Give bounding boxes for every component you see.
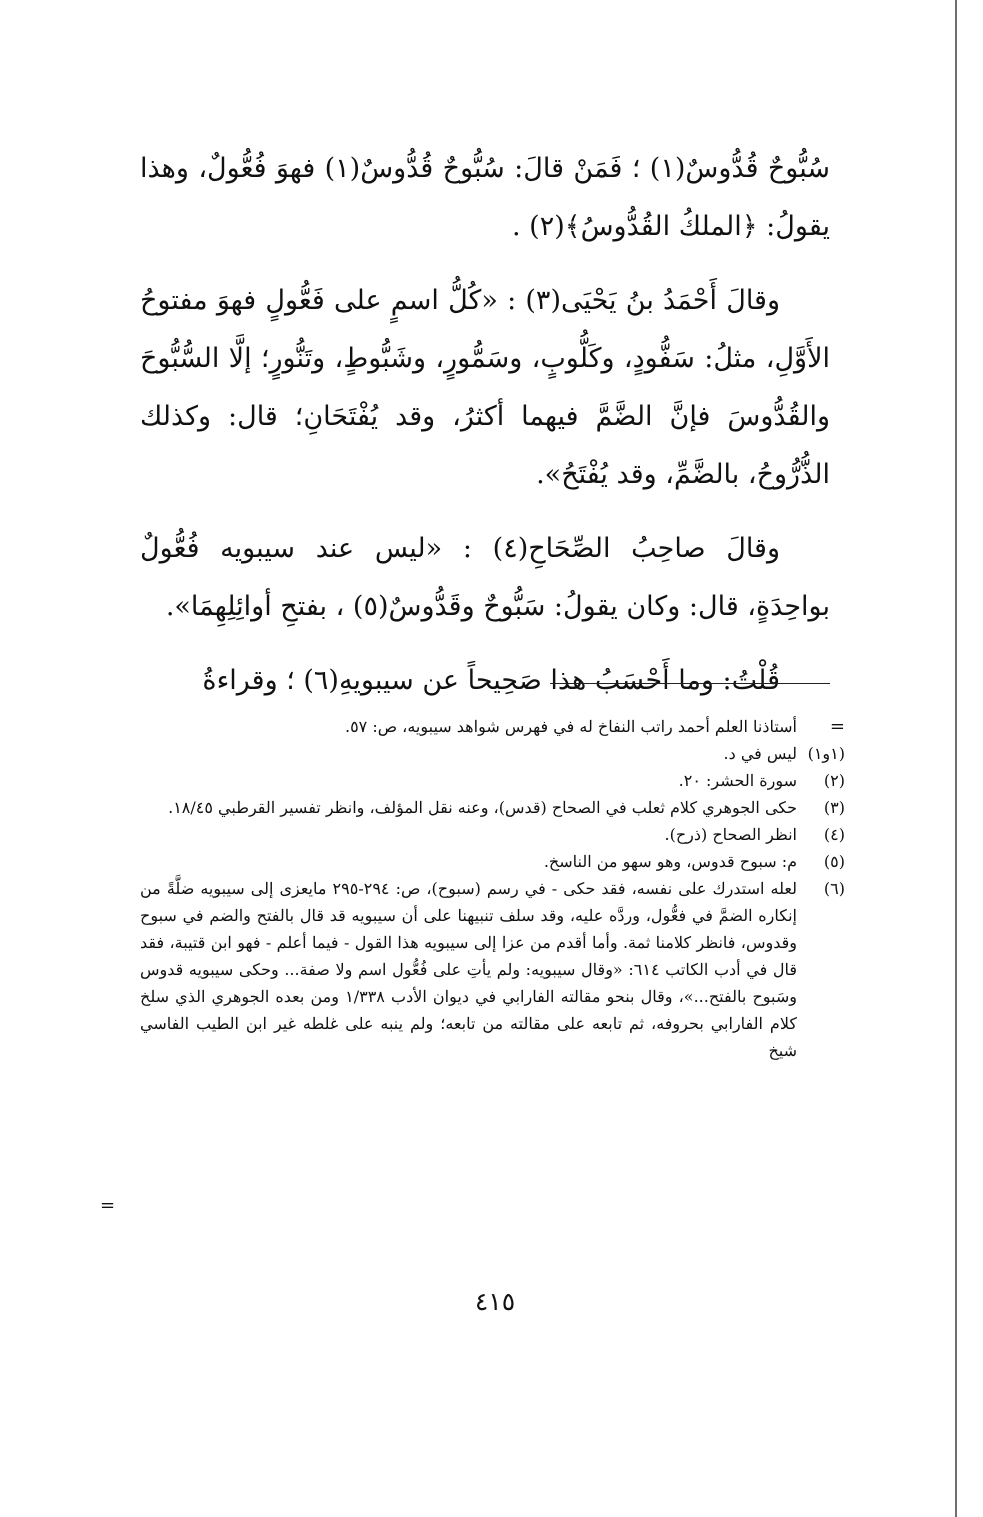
main-paragraph: وقالَ صاحِبُ الصِّحَاحِ(٤) : «ليس عند سيبويه فُعُّولٌ بواحِدَةٍ، قال: وكان يقولُ: سَبُّوحٌ وقَدُّوسٌ(٥) ، بفتحِ أوائِلِهِمَا». xyxy=(140,533,830,622)
footnote-marker: (٤) xyxy=(823,825,845,844)
page-number: ٤١٥ xyxy=(474,1287,516,1316)
footnote xyxy=(140,875,845,1064)
footnote-divider xyxy=(550,683,830,684)
footnote-continuation xyxy=(140,713,845,740)
footnote-marker: (٣) xyxy=(823,798,845,817)
footnote-marker: (٦) xyxy=(823,879,845,898)
main-paragraph: وقالَ أَحْمَدُ بنُ يَحْيَى(٣) : «كُلُّ اسمٍ على فَعُّولٍ فهوَ مفتوحُ الأَوَّلِ، مثلُ: سَفُّودٍ، وكَلُّوبٍ، وسَمُّورٍ، وشَبُّوطٍ، وتَنُّورٍ؛ إلَّا السُّبُّوحَ والقُدُّوسَ فإنَّ الضَّمَّ فيهما أكثرُ، وقد يُفْتَحَانِ؛ قال: وكذلك الذُّرُّوحُ، بالضَّمِّ، وقد يُفْتَحُ». xyxy=(140,285,830,490)
main-text-body xyxy=(140,140,830,710)
footnote xyxy=(140,794,845,821)
footnote-text: لعله استدرك على نفسه، فقد حكى - في رسم (سبوح)، ص: ٢٩٤-٢٩٥ مايعزى إلى سيبويه ضلَّةً من إنكاره الضمَّ في فعُّول، وردَّه عليه، وقد سلف تنبيهنا على أن سيبويه قد قال بالفتح والضم في سبوح وقدوس، فانظر كلامنا ثمة. وأما أقدم من عزا إلى سيبويه هذا القول - فيما أعلم - فهو ابن قتيبة، فقد قال في أدب الكاتب ٦١٤: «وقال سيبويه: ولم يأتِ على فُعُّول اسم ولا صفة... وحكى سيبويه قدوس وسَبوح بالفتح...»، وقال بنحو مقالته الفارابي في ديوان الأدب ١/٣٣٨ ومن بعده الجوهري الذي سلخ كلام الفارابي بحروفه، ثم تابعه على مقالته من تابعه؛ ولم ينبه على غلطه غير ابن الطيب الفاسي شيخ xyxy=(140,879,798,1060)
footnote-marker: (١و١) xyxy=(807,744,845,763)
footnote-continues-mark: = xyxy=(100,1195,116,1216)
footnote xyxy=(140,821,845,848)
footnote-text: ليس في د. xyxy=(723,744,797,763)
page-edge-shadow xyxy=(955,0,957,1517)
footnotes-section xyxy=(140,713,845,1064)
footnote xyxy=(140,767,845,794)
footnote-text: حكى الجوهري كلام ثعلب في الصحاح (قدس)، وعنه نقل المؤلف، وانظر تفسير القرطبي ١٨/٤٥. xyxy=(168,798,797,817)
footnote xyxy=(140,848,845,875)
main-paragraph: سُبُّوحٌ قُدُّوسٌ(١) ؛ فَمَنْ قالَ: سُبُّوحٌ قُدُّوسٌ(١) فهوَ فُعُّولٌ، وهذا يقولُ: ﴿الملكُ القُدُّوسُ﴾(٢) . xyxy=(140,153,830,242)
footnote-marker: (٢) xyxy=(823,771,845,790)
footnote-text: م: سبوح قدوس، وهو سهو من الناسخ. xyxy=(543,852,797,871)
footnote-text: انظر الصحاح (ذرح). xyxy=(664,825,797,844)
footnote-marker: = xyxy=(829,716,845,737)
main-paragraph: قُلْتُ: وما أَحْسَبُ هذا صَحِيحاً عن سيبويهِ(٦) ؛ وقراءةُ xyxy=(202,665,780,696)
footnote xyxy=(140,740,845,767)
footnote-marker: (٥) xyxy=(823,852,845,871)
footnote-text: سورة الحشر: ٢٠. xyxy=(678,771,797,790)
footnote-text: أستاذنا العلم أحمد راتب النفاخ له في فهرس شواهد سيبويه، ص: ٥٧. xyxy=(344,717,797,736)
